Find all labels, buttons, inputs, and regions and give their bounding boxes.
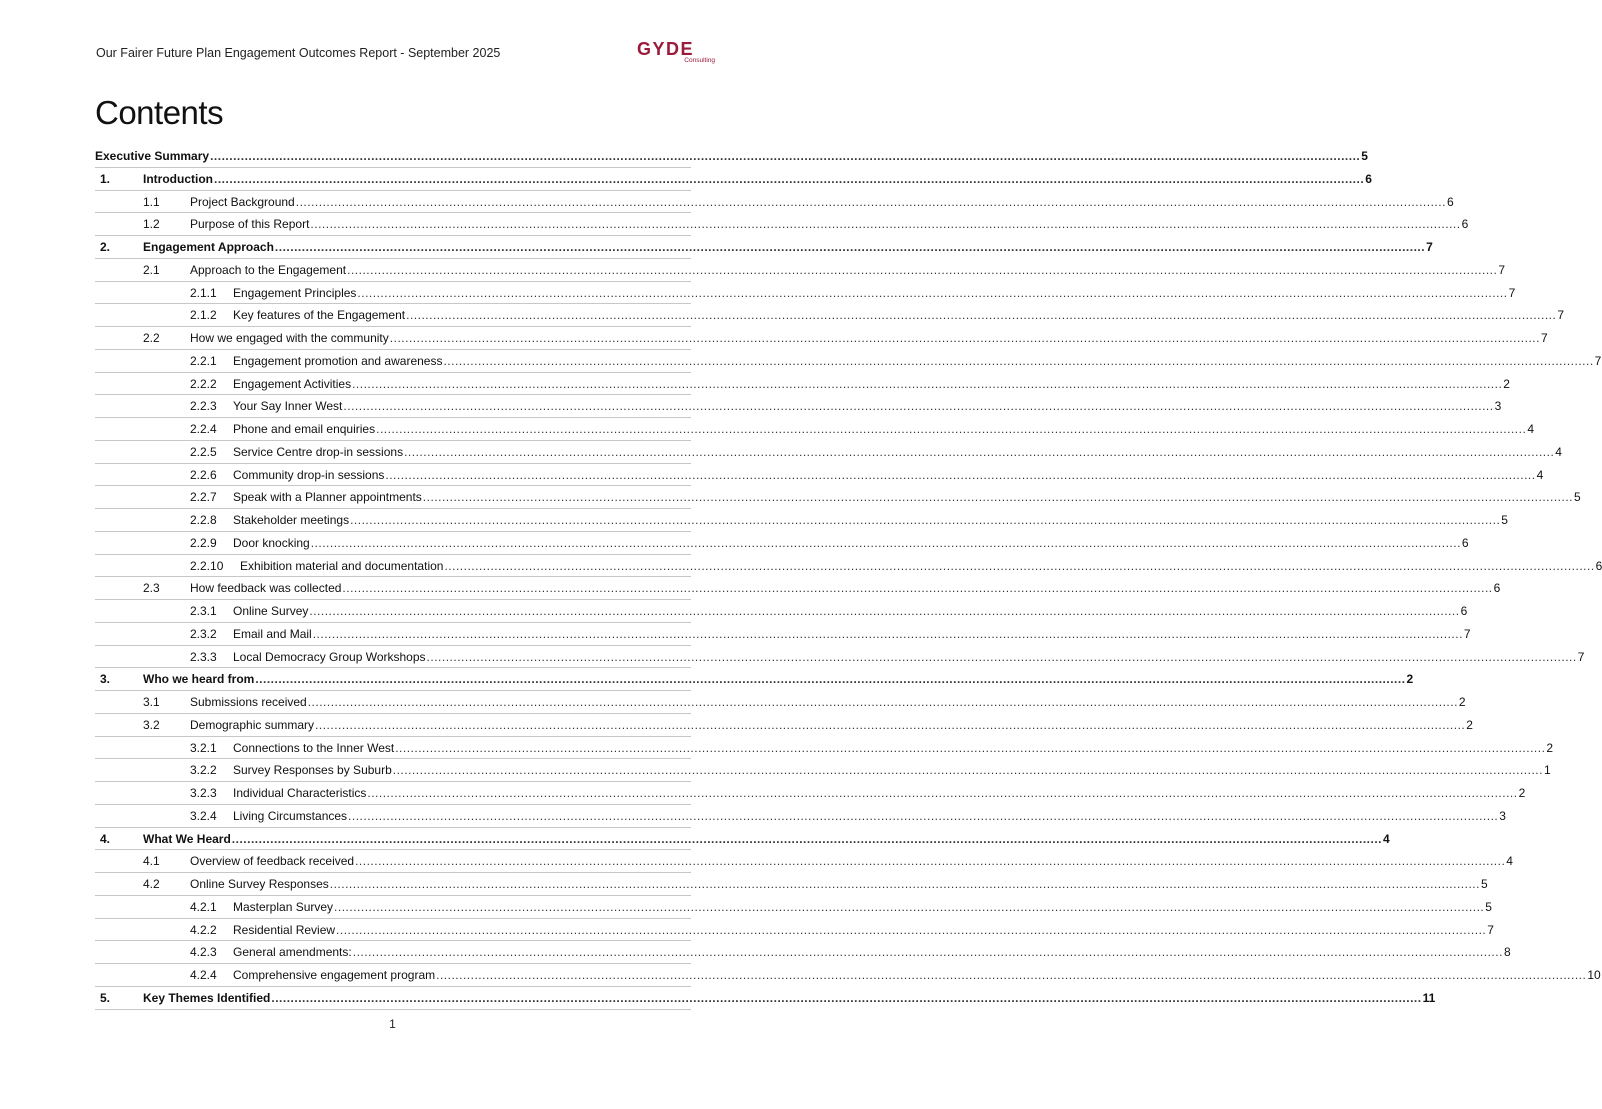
toc-entry-number: 3.2 — [143, 717, 160, 732]
toc-entry-title: Demographic summary — [190, 717, 315, 732]
toc-entry-page: 6 — [1460, 604, 1468, 618]
toc-leader-dots: ............................................................................................................................................................................................................................................................................................................ — [443, 353, 1594, 368]
toc-entry-page: 2 — [1518, 786, 1526, 800]
toc-entry-number: 2.2.2 — [190, 376, 217, 391]
toc-leader-dots: ............................................................................................................................................................................................................................................................................................................ — [347, 262, 1498, 277]
toc-entry[interactable] — [95, 805, 1506, 828]
toc-entry[interactable] — [95, 873, 1488, 896]
toc-entry-number: 2.3 — [143, 581, 160, 596]
toc-entry-number: 2.2.10 — [190, 558, 224, 573]
toc-entry[interactable] — [95, 236, 1433, 259]
toc-entry[interactable] — [95, 919, 1494, 942]
toc-entry-number: 2.2 — [143, 331, 160, 345]
toc-leader-dots: ............................................................................................................................................................................................................................................................................................................ — [271, 990, 1422, 1005]
toc-entry-number: 3.2.4 — [190, 808, 217, 823]
toc-entry-page: 5 — [1501, 513, 1508, 527]
toc-entry-number: 4.2.2 — [190, 922, 217, 937]
toc-entry[interactable] — [95, 646, 1585, 669]
toc-entry-number: 1.2 — [143, 217, 160, 232]
toc-entry[interactable] — [95, 373, 1510, 396]
toc-entry-title: Project Background — [190, 194, 295, 209]
toc-entry[interactable] — [95, 941, 1511, 964]
toc-leader-dots: ............................................................................................................................................................................................................................................................................................................ — [444, 558, 1595, 573]
toc-entry[interactable] — [95, 464, 1544, 487]
toc-entry[interactable] — [95, 668, 1414, 691]
toc-entry-link[interactable] — [233, 945, 1511, 960]
toc-entry-number: 3.2.1 — [190, 740, 217, 755]
toc-entry-title: Engagement Activities — [233, 376, 352, 391]
toc-leader-dots: ............................................................................................................................................................................................................................................................................................................ — [426, 649, 1577, 664]
toc-entry-title: Purpose of this Report — [190, 217, 310, 232]
toc-entry-page: 6 — [1365, 171, 1372, 186]
toc-entry-number: 2.3.2 — [190, 626, 217, 641]
page-number: 1 — [389, 1017, 396, 1031]
toc-entry-page: 6 — [1493, 581, 1501, 596]
toc-leader-dots: ............................................................................................................................................................................................................................................................................................................ — [312, 626, 1463, 641]
toc-entry-page: 2 — [1458, 695, 1466, 709]
toc-entry-link[interactable] — [233, 399, 1502, 414]
toc-entry[interactable] — [95, 168, 1372, 191]
toc-leader-dots: ............................................................................................................................................................................................................................................................................................................ — [376, 422, 1527, 436]
toc-entry-title: Online Survey — [233, 604, 309, 618]
toc-entry-page: 4 — [1527, 422, 1534, 436]
toc-entry-link[interactable] — [143, 672, 1414, 687]
toc-entry-page: 7 — [1498, 262, 1506, 277]
toc-entry-page: 8 — [1503, 945, 1511, 960]
toc-entry-page: 4 — [1555, 444, 1562, 459]
toc-entry-page: 7 — [1426, 240, 1433, 254]
toc-entry-link[interactable] — [233, 763, 1551, 778]
toc-leader-dots: ............................................................................................................................................................................................................................................................................................................ — [352, 945, 1503, 960]
toc-entry-number: 2.2.6 — [190, 467, 217, 482]
toc-leader-dots: ............................................................................................................................................................................................................................................................................................................ — [295, 194, 1446, 209]
toc-entry-link[interactable] — [233, 604, 1468, 618]
toc-entry-page: 7 — [1508, 285, 1516, 300]
toc-entry-page: 7 — [1463, 626, 1471, 641]
toc-entry-link[interactable] — [233, 740, 1554, 755]
toc-entry-page: 5 — [1361, 149, 1368, 163]
toc-leader-dots: ............................................................................................................................................................................................................................................................................................................ — [355, 854, 1506, 869]
toc-entry[interactable] — [95, 509, 1508, 532]
toc-leader-dots: ............................................................................................................................................................................................................................................................................................................ — [213, 171, 1365, 186]
toc-leader-dots: ............................................................................................................................................................................................................................................................................................................ — [342, 581, 1493, 596]
toc-entry-title: Your Say Inner West — [233, 399, 343, 414]
toc-entry[interactable] — [95, 350, 1602, 373]
toc-entry-link[interactable] — [233, 444, 1562, 459]
toc-entry[interactable] — [95, 828, 1390, 851]
toc-entry-title: Key Themes Identified — [143, 990, 271, 1005]
toc-entry-page: 6 — [1595, 558, 1602, 573]
toc-entry-title: Engagement Principles — [233, 285, 357, 300]
toc-entry[interactable] — [95, 555, 1602, 578]
toc-entry-title: Stakeholder meetings — [233, 513, 350, 527]
toc-entry-number: 2.1.1 — [190, 285, 217, 300]
toc-leader-dots: ............................................................................................................................................................................................................................................................................................................ — [352, 376, 1503, 391]
toc-entry[interactable] — [95, 782, 1526, 805]
toc-leader-dots: ............................................................................................................................................................................................................................................................................................................ — [404, 444, 1555, 459]
toc-entry-page: 7 — [1594, 353, 1602, 368]
toc-entry-link[interactable] — [233, 513, 1508, 527]
toc-entry-number: 2. — [100, 240, 111, 254]
toc-leader-dots: ............................................................................................................................................................................................................................................................................................................ — [315, 717, 1466, 732]
toc-leader-dots: ............................................................................................................................................................................................................................................................................................................ — [255, 672, 1406, 687]
toc-entry-title: Introduction — [143, 171, 213, 186]
toc-entry-number: 3. — [100, 672, 111, 687]
toc-entry-link[interactable] — [233, 626, 1471, 641]
table-of-contents — [95, 145, 1602, 1010]
toc-leader-dots: ............................................................................................................................................................................................................................................................................................................ — [310, 535, 1461, 550]
toc-entry[interactable] — [95, 577, 1501, 600]
toc-entry-title: Local Democracy Group Workshops — [233, 649, 426, 664]
toc-entry-title: Approach to the Engagement — [190, 262, 347, 277]
toc-entry-number: 4.2.4 — [190, 968, 217, 982]
toc-entry-title: What We Heard — [143, 831, 231, 846]
toc-leader-dots: ............................................................................................................................................................................................................................................................................................................ — [343, 399, 1494, 414]
toc-entry-link[interactable] — [233, 308, 1565, 323]
toc-entry[interactable] — [95, 964, 1601, 987]
toc-entry-link[interactable] — [190, 877, 1488, 891]
toc-entry-page: 4 — [1536, 467, 1544, 482]
toc-entry[interactable] — [95, 714, 1473, 737]
toc-entry-number: 2.3.3 — [190, 649, 217, 664]
toc-leader-dots: ............................................................................................................................................................................................................................................................................................................ — [348, 808, 1499, 823]
toc-entry-title: Comprehensive engagement program — [233, 968, 436, 982]
toc-entry-title: Online Survey Responses — [190, 877, 329, 891]
toc-entry-link[interactable] — [233, 422, 1534, 436]
toc-leader-dots: ............................................................................................................................................................................................................................................................................................................ — [392, 763, 1543, 778]
toc-entry-page: 2 — [1503, 376, 1510, 391]
toc-entry-link[interactable] — [233, 376, 1510, 391]
toc-entry-title: Door knocking — [233, 535, 310, 550]
toc-entry-title: Survey Responses by Suburb — [233, 763, 392, 778]
toc-entry[interactable] — [95, 395, 1502, 418]
toc-entry-title: Submissions received — [190, 695, 307, 709]
logo-subtitle: Consulting — [684, 57, 715, 64]
toc-entry-title: General amendments: — [233, 945, 352, 960]
toc-entry-number: 3.1 — [143, 695, 160, 709]
toc-entry-page: 4 — [1506, 854, 1513, 869]
toc-entry-number: 3.2.2 — [190, 763, 217, 778]
toc-entry-link[interactable] — [190, 695, 1466, 709]
toc-entry-title: Masterplan Survey — [233, 899, 334, 914]
toc-entry-number: 4.2.1 — [190, 899, 217, 914]
toc-entry[interactable] — [95, 304, 1565, 327]
report-header-title: Our Fairer Future Plan Engagement Outcomes Report - September 2025 — [96, 46, 501, 60]
toc-entry[interactable] — [95, 759, 1551, 782]
toc-entry-page: 1 — [1543, 763, 1551, 778]
toc-entry[interactable] — [95, 532, 1469, 555]
toc-entry-title: Residential Review — [233, 922, 336, 937]
toc-entry-number: 2.2.8 — [190, 513, 217, 527]
toc-entry-link[interactable] — [143, 171, 1372, 186]
toc-leader-dots: ............................................................................................................................................................................................................................................................................................................ — [274, 240, 1426, 254]
toc-entry-page: 2 — [1546, 740, 1554, 755]
toc-entry-link[interactable] — [233, 353, 1602, 368]
toc-entry-title: Exhibition material and documentation — [240, 558, 444, 573]
toc-entry-link[interactable] — [143, 240, 1433, 254]
toc-leader-dots: ............................................................................................................................................................................................................................................................................................................ — [422, 490, 1573, 505]
toc-entry-link[interactable] — [233, 808, 1506, 823]
toc-entry-number: 4.2.3 — [190, 945, 217, 960]
toc-entry-number: 2.2.1 — [190, 353, 217, 368]
toc-entry-title: How feedback was collected — [190, 581, 342, 596]
toc-entry-link[interactable] — [190, 717, 1473, 732]
toc-entry-link[interactable] — [190, 581, 1501, 596]
toc-entry-title: Phone and email enquiries — [233, 422, 376, 436]
toc-entry-page: 3 — [1494, 399, 1502, 414]
toc-entry-page: 4 — [1383, 831, 1390, 846]
toc-entry[interactable] — [95, 327, 1548, 350]
toc-leader-dots: ............................................................................................................................................................................................................................................................................................................ — [336, 922, 1487, 937]
toc-entry-link[interactable] — [233, 899, 1492, 914]
toc-entry-number: 2.3.1 — [190, 604, 217, 618]
toc-entry-link[interactable] — [233, 786, 1526, 800]
toc-entry-number: 2.2.4 — [190, 422, 217, 436]
toc-entry[interactable] — [95, 896, 1492, 919]
toc-entry[interactable] — [95, 623, 1471, 646]
toc-entry[interactable] — [95, 213, 1469, 236]
toc-leader-dots: ............................................................................................................................................................................................................................................................................................................ — [334, 899, 1485, 914]
toc-entry-link[interactable] — [233, 285, 1516, 300]
toc-entry-title: How we engaged with the community — [190, 331, 389, 345]
toc-entry-page: 2 — [1406, 672, 1414, 687]
toc-leader-dots: ............................................................................................................................................................................................................................................................................................................ — [309, 604, 1460, 618]
toc-leader-dots: ............................................................................................................................................................................................................................................................................................................ — [310, 217, 1461, 232]
toc-entry-page: 5 — [1480, 877, 1488, 891]
toc-entry-link[interactable] — [143, 990, 1436, 1005]
toc-entry-number: 1.1 — [143, 194, 160, 209]
toc-entry-page: 7 — [1557, 308, 1565, 323]
toc-entry-title: Engagement Approach — [143, 240, 274, 254]
toc-leader-dots: ............................................................................................................................................................................................................................................................................................................ — [231, 831, 1382, 846]
toc-entry[interactable] — [95, 600, 1468, 623]
toc-entry-title: Engagement promotion and awareness — [233, 353, 443, 368]
toc-entry-page: 7 — [1540, 331, 1548, 345]
toc-entry[interactable] — [95, 850, 1513, 873]
toc-entry-title: Who we heard from — [143, 672, 255, 687]
logo-wordmark: GYDE — [637, 39, 695, 59]
toc-entry[interactable] — [95, 145, 1368, 168]
toc-entry-number: 1. — [100, 171, 111, 186]
toc-entry[interactable] — [95, 441, 1562, 464]
toc-entry-page: 3 — [1499, 808, 1506, 823]
toc-entry[interactable] — [95, 737, 1554, 760]
toc-entry-number: 4.2 — [143, 877, 160, 891]
toc-entry-number: 2.2.9 — [190, 535, 217, 550]
toc-leader-dots: ............................................................................................................................................................................................................................................................................................................ — [395, 740, 1546, 755]
toc-entry-link[interactable] — [190, 262, 1506, 277]
toc-entry-title: Community drop-in sessions — [233, 467, 385, 482]
toc-entry-title: Service Centre drop-in sessions — [233, 444, 404, 459]
toc-entry[interactable] — [95, 282, 1516, 305]
toc-leader-dots: ............................................................................................................................................................................................................................................................................................................ — [406, 308, 1557, 323]
toc-entry[interactable] — [95, 259, 1506, 282]
toc-entry-title: Living Circumstances — [233, 808, 348, 823]
toc-entry-page: 5 — [1574, 490, 1581, 505]
toc-entry-link[interactable] — [233, 968, 1601, 982]
toc-leader-dots: ............................................................................................................................................................................................................................................................................................................ — [389, 331, 1540, 345]
toc-entry-title: Email and Mail — [233, 626, 312, 641]
toc-entry[interactable] — [95, 987, 1436, 1010]
contents-heading: Contents — [95, 94, 224, 131]
toc-entry[interactable] — [95, 418, 1534, 441]
toc-entry-number: 2.1.2 — [190, 308, 217, 323]
toc-leader-dots: ............................................................................................................................................................................................................................................................................................................ — [307, 695, 1458, 709]
toc-entry-number: 4.1 — [143, 854, 160, 869]
toc-entry-page: 6 — [1461, 535, 1469, 550]
toc-entry-title: Executive Summary — [95, 149, 210, 163]
toc-entry-link[interactable] — [233, 922, 1494, 937]
toc-entry-link[interactable] — [190, 854, 1513, 869]
toc-entry-number: 2.2.3 — [190, 399, 217, 414]
toc-entry-number: 2.1 — [143, 262, 160, 277]
toc-entry-number: 2.2.7 — [190, 490, 217, 505]
toc-entry-link[interactable] — [143, 831, 1390, 846]
toc-entry-title: Speak with a Planner appointments — [233, 490, 422, 505]
toc-entry-page: 6 — [1446, 194, 1454, 209]
toc-entry-title: Connections to the Inner West — [233, 740, 395, 755]
toc-entry-link[interactable] — [190, 217, 1469, 232]
toc-entry-title: Overview of feedback received — [190, 854, 355, 869]
gyde-logo — [637, 40, 727, 70]
toc-entry-page: 2 — [1466, 717, 1473, 732]
toc-leader-dots: ............................................................................................................................................................................................................................................................................................................ — [210, 149, 1361, 163]
toc-entry-link[interactable] — [233, 649, 1585, 664]
toc-leader-dots: ............................................................................................................................................................................................................................................................................................................ — [436, 968, 1587, 982]
toc-entry-page: 7 — [1487, 922, 1494, 937]
toc-entry-number: 4. — [100, 831, 111, 846]
toc-entry-link[interactable] — [95, 149, 1368, 163]
toc-entry-page: 7 — [1577, 649, 1585, 664]
toc-entry-link[interactable] — [233, 490, 1581, 505]
toc-entry-page: 5 — [1485, 899, 1492, 914]
toc-entry-number: 3.2.3 — [190, 786, 217, 800]
toc-entry-title: Individual Characteristics — [233, 786, 367, 800]
toc-entry-page: 6 — [1461, 217, 1469, 232]
toc-entry-link[interactable] — [190, 331, 1548, 345]
toc-entry-page: 10 — [1587, 968, 1601, 982]
toc-leader-dots: ............................................................................................................................................................................................................................................................................................................ — [367, 786, 1518, 800]
toc-entry-page: 11 — [1422, 990, 1436, 1005]
toc-entry-title: Key features of the Engagement — [233, 308, 406, 323]
toc-entry[interactable] — [95, 191, 1454, 214]
toc-entry-link[interactable] — [233, 535, 1469, 550]
toc-leader-dots: ............................................................................................................................................................................................................................................................................................................ — [357, 285, 1508, 300]
toc-leader-dots: ............................................................................................................................................................................................................................................................................................................ — [329, 877, 1480, 891]
toc-entry-number: 2.2.5 — [190, 444, 217, 459]
toc-entry-link[interactable] — [233, 467, 1544, 482]
toc-leader-dots: ............................................................................................................................................................................................................................................................................................................ — [350, 513, 1501, 527]
toc-leader-dots: ............................................................................................................................................................................................................................................................................................................ — [385, 467, 1536, 482]
toc-entry[interactable] — [95, 486, 1581, 509]
toc-entry[interactable] — [95, 691, 1466, 714]
toc-entry-link[interactable] — [190, 194, 1454, 209]
toc-entry-number: 5. — [100, 990, 111, 1005]
toc-entry-link[interactable] — [240, 558, 1602, 573]
